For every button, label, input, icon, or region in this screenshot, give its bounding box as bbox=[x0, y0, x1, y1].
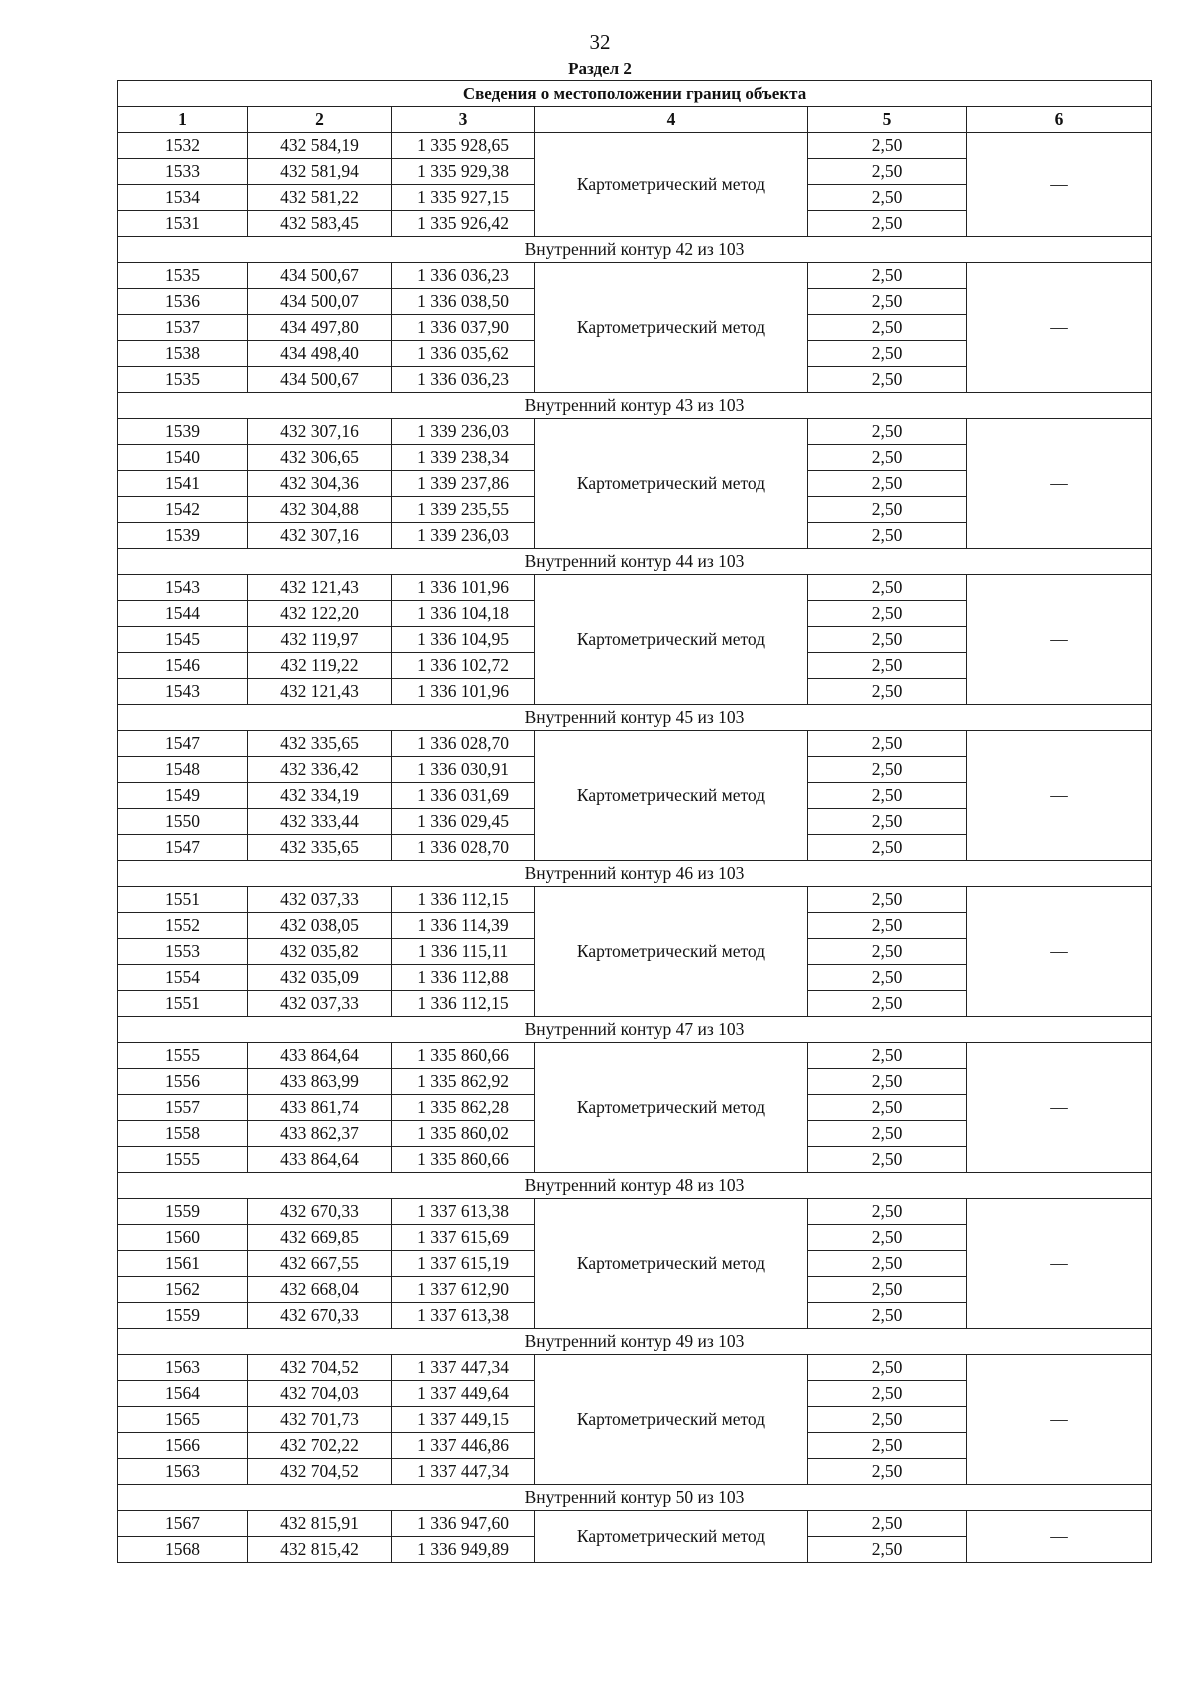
coordinate-x: 432 668,04 bbox=[248, 1277, 392, 1303]
method-cell: Картометрический метод bbox=[535, 1043, 808, 1173]
contour-row bbox=[118, 1173, 1152, 1199]
coordinate-y: 1 337 615,19 bbox=[392, 1251, 535, 1277]
coordinate-y: 1 337 449,64 bbox=[392, 1381, 535, 1407]
coordinate-x: 432 815,91 bbox=[248, 1511, 392, 1537]
accuracy-value: 2,50 bbox=[808, 1433, 967, 1459]
coordinate-x: 432 035,09 bbox=[248, 965, 392, 991]
point-number: 1553 bbox=[118, 939, 248, 965]
point-number: 1559 bbox=[118, 1199, 248, 1225]
coordinate-x: 432 584,19 bbox=[248, 133, 392, 159]
point-number: 1531 bbox=[118, 211, 248, 237]
coordinate-y: 1 336 101,96 bbox=[392, 679, 535, 705]
coordinate-x: 432 304,36 bbox=[248, 471, 392, 497]
accuracy-value: 2,50 bbox=[808, 263, 967, 289]
accuracy-value: 2,50 bbox=[808, 1199, 967, 1225]
point-number: 1557 bbox=[118, 1095, 248, 1121]
coordinate-x: 432 122,20 bbox=[248, 601, 392, 627]
accuracy-value: 2,50 bbox=[808, 1121, 967, 1147]
coordinate-y: 1 335 926,42 bbox=[392, 211, 535, 237]
point-number: 1541 bbox=[118, 471, 248, 497]
accuracy-value: 2,50 bbox=[808, 185, 967, 211]
coordinate-y: 1 339 237,86 bbox=[392, 471, 535, 497]
contour-label: Внутренний контур 48 из 103 bbox=[118, 1173, 1152, 1199]
method-cell: Картометрический метод bbox=[535, 1199, 808, 1329]
coordinate-y: 1 337 615,69 bbox=[392, 1225, 535, 1251]
coordinate-y: 1 335 860,66 bbox=[392, 1043, 535, 1069]
accuracy-value: 2,50 bbox=[808, 1069, 967, 1095]
coordinate-y: 1 336 037,90 bbox=[392, 315, 535, 341]
coordinate-x: 433 863,99 bbox=[248, 1069, 392, 1095]
accuracy-value: 2,50 bbox=[808, 133, 967, 159]
coordinate-x: 432 583,45 bbox=[248, 211, 392, 237]
section-title: Раздел 2 bbox=[568, 59, 632, 78]
point-number: 1558 bbox=[118, 1121, 248, 1147]
coordinate-x: 432 121,43 bbox=[248, 679, 392, 705]
accuracy-value: 2,50 bbox=[808, 913, 967, 939]
coordinate-x: 433 864,64 bbox=[248, 1043, 392, 1069]
coordinate-x: 432 037,33 bbox=[248, 991, 392, 1017]
point-number: 1546 bbox=[118, 653, 248, 679]
coordinate-x: 432 702,22 bbox=[248, 1433, 392, 1459]
coordinate-x: 432 581,22 bbox=[248, 185, 392, 211]
point-number: 1561 bbox=[118, 1251, 248, 1277]
point-number: 1537 bbox=[118, 315, 248, 341]
contour-label: Внутренний контур 47 из 103 bbox=[118, 1017, 1152, 1043]
column-6-cell: — bbox=[967, 575, 1152, 705]
accuracy-value: 2,50 bbox=[808, 601, 967, 627]
coordinate-x: 432 704,03 bbox=[248, 1381, 392, 1407]
coordinate-x: 432 121,43 bbox=[248, 575, 392, 601]
accuracy-value: 2,50 bbox=[808, 1511, 967, 1537]
coordinate-x: 432 306,65 bbox=[248, 445, 392, 471]
accuracy-value: 2,50 bbox=[808, 783, 967, 809]
point-number: 1564 bbox=[118, 1381, 248, 1407]
coordinate-x: 432 038,05 bbox=[248, 913, 392, 939]
accuracy-value: 2,50 bbox=[808, 497, 967, 523]
coordinate-x: 432 669,85 bbox=[248, 1225, 392, 1251]
table-row bbox=[118, 731, 1152, 757]
accuracy-value: 2,50 bbox=[808, 1277, 967, 1303]
point-number: 1535 bbox=[118, 263, 248, 289]
coordinate-y: 1 337 447,34 bbox=[392, 1459, 535, 1485]
contour-label: Внутренний контур 42 из 103 bbox=[118, 237, 1152, 263]
coordinate-x: 432 307,16 bbox=[248, 419, 392, 445]
point-number: 1551 bbox=[118, 991, 248, 1017]
accuracy-value: 2,50 bbox=[808, 939, 967, 965]
point-number: 1548 bbox=[118, 757, 248, 783]
column-6-cell: — bbox=[967, 731, 1152, 861]
coordinate-y: 1 336 949,89 bbox=[392, 1537, 535, 1563]
coordinate-y: 1 336 112,15 bbox=[392, 991, 535, 1017]
coordinate-x: 434 500,67 bbox=[248, 263, 392, 289]
coordinate-x: 432 701,73 bbox=[248, 1407, 392, 1433]
column-header-6: 6 bbox=[967, 107, 1152, 133]
accuracy-value: 2,50 bbox=[808, 1251, 967, 1277]
point-number: 1533 bbox=[118, 159, 248, 185]
table-row bbox=[118, 419, 1152, 445]
column-header-4: 4 bbox=[535, 107, 808, 133]
coordinate-y: 1 339 236,03 bbox=[392, 419, 535, 445]
point-number: 1547 bbox=[118, 835, 248, 861]
point-number: 1565 bbox=[118, 1407, 248, 1433]
method-cell: Картометрический метод bbox=[535, 419, 808, 549]
page-number: 32 bbox=[589, 30, 611, 54]
coordinate-y: 1 336 035,62 bbox=[392, 341, 535, 367]
coordinate-x: 432 704,52 bbox=[248, 1355, 392, 1381]
point-number: 1532 bbox=[118, 133, 248, 159]
point-number: 1566 bbox=[118, 1433, 248, 1459]
coordinate-y: 1 335 862,28 bbox=[392, 1095, 535, 1121]
coordinate-x: 432 119,22 bbox=[248, 653, 392, 679]
coordinate-x: 432 815,42 bbox=[248, 1537, 392, 1563]
accuracy-value: 2,50 bbox=[808, 1225, 967, 1251]
coordinate-y: 1 337 613,38 bbox=[392, 1199, 535, 1225]
coordinate-y: 1 336 112,15 bbox=[392, 887, 535, 913]
column-header-3: 3 bbox=[392, 107, 535, 133]
point-number: 1538 bbox=[118, 341, 248, 367]
contour-row bbox=[118, 861, 1152, 887]
point-number: 1554 bbox=[118, 965, 248, 991]
coordinate-x: 432 667,55 bbox=[248, 1251, 392, 1277]
point-number: 1550 bbox=[118, 809, 248, 835]
accuracy-value: 2,50 bbox=[808, 159, 967, 185]
coordinate-x: 432 037,33 bbox=[248, 887, 392, 913]
column-6-cell: — bbox=[967, 1043, 1152, 1173]
accuracy-value: 2,50 bbox=[808, 809, 967, 835]
point-number: 1540 bbox=[118, 445, 248, 471]
coordinate-x: 434 497,80 bbox=[248, 315, 392, 341]
column-6-cell: — bbox=[967, 133, 1152, 237]
point-number: 1555 bbox=[118, 1147, 248, 1173]
column-6-cell: — bbox=[967, 1511, 1152, 1563]
contour-row bbox=[118, 393, 1152, 419]
point-number: 1535 bbox=[118, 367, 248, 393]
coordinate-x: 434 500,67 bbox=[248, 367, 392, 393]
contour-row bbox=[118, 1017, 1152, 1043]
accuracy-value: 2,50 bbox=[808, 835, 967, 861]
coordinate-y: 1 339 238,34 bbox=[392, 445, 535, 471]
coordinate-x: 432 336,42 bbox=[248, 757, 392, 783]
coordinate-x: 434 498,40 bbox=[248, 341, 392, 367]
point-number: 1562 bbox=[118, 1277, 248, 1303]
point-number: 1551 bbox=[118, 887, 248, 913]
coordinate-x: 433 862,37 bbox=[248, 1121, 392, 1147]
accuracy-value: 2,50 bbox=[808, 1355, 967, 1381]
accuracy-value: 2,50 bbox=[808, 679, 967, 705]
coordinate-y: 1 336 029,45 bbox=[392, 809, 535, 835]
point-number: 1549 bbox=[118, 783, 248, 809]
table-row bbox=[118, 1355, 1152, 1381]
accuracy-value: 2,50 bbox=[808, 523, 967, 549]
coordinate-y: 1 335 860,66 bbox=[392, 1147, 535, 1173]
accuracy-value: 2,50 bbox=[808, 1147, 967, 1173]
coordinate-x: 433 861,74 bbox=[248, 1095, 392, 1121]
accuracy-value: 2,50 bbox=[808, 211, 967, 237]
accuracy-value: 2,50 bbox=[808, 367, 967, 393]
point-number: 1563 bbox=[118, 1355, 248, 1381]
method-cell: Картометрический метод bbox=[535, 263, 808, 393]
accuracy-value: 2,50 bbox=[808, 757, 967, 783]
accuracy-value: 2,50 bbox=[808, 887, 967, 913]
coordinate-y: 1 336 104,18 bbox=[392, 601, 535, 627]
point-number: 1545 bbox=[118, 627, 248, 653]
coordinate-x: 432 119,97 bbox=[248, 627, 392, 653]
accuracy-value: 2,50 bbox=[808, 731, 967, 757]
point-number: 1559 bbox=[118, 1303, 248, 1329]
table-row bbox=[118, 133, 1152, 159]
coordinate-y: 1 336 101,96 bbox=[392, 575, 535, 601]
coordinate-y: 1 337 447,34 bbox=[392, 1355, 535, 1381]
accuracy-value: 2,50 bbox=[808, 471, 967, 497]
table-row bbox=[118, 1199, 1152, 1225]
coordinate-x: 432 670,33 bbox=[248, 1303, 392, 1329]
coordinate-y: 1 335 928,65 bbox=[392, 133, 535, 159]
accuracy-value: 2,50 bbox=[808, 1303, 967, 1329]
point-number: 1539 bbox=[118, 419, 248, 445]
table-row bbox=[118, 1511, 1152, 1537]
method-cell: Картометрический метод bbox=[535, 133, 808, 237]
coordinate-y: 1 337 612,90 bbox=[392, 1277, 535, 1303]
coordinate-y: 1 335 860,02 bbox=[392, 1121, 535, 1147]
coordinate-y: 1 335 927,15 bbox=[392, 185, 535, 211]
coordinate-y: 1 336 947,60 bbox=[392, 1511, 535, 1537]
coordinate-y: 1 336 031,69 bbox=[392, 783, 535, 809]
table-caption: Сведения о местоположении границ объекта bbox=[118, 81, 1152, 107]
contour-label: Внутренний контур 45 из 103 bbox=[118, 705, 1152, 731]
point-number: 1543 bbox=[118, 575, 248, 601]
accuracy-value: 2,50 bbox=[808, 315, 967, 341]
accuracy-value: 2,50 bbox=[808, 1043, 967, 1069]
point-number: 1547 bbox=[118, 731, 248, 757]
table-row bbox=[118, 575, 1152, 601]
point-number: 1568 bbox=[118, 1537, 248, 1563]
boundary-table bbox=[117, 80, 1152, 1563]
accuracy-value: 2,50 bbox=[808, 445, 967, 471]
point-number: 1552 bbox=[118, 913, 248, 939]
method-cell: Картометрический метод bbox=[535, 887, 808, 1017]
accuracy-value: 2,50 bbox=[808, 1537, 967, 1563]
accuracy-value: 2,50 bbox=[808, 1381, 967, 1407]
coordinate-y: 1 336 104,95 bbox=[392, 627, 535, 653]
coordinate-y: 1 336 038,50 bbox=[392, 289, 535, 315]
contour-row bbox=[118, 1329, 1152, 1355]
accuracy-value: 2,50 bbox=[808, 289, 967, 315]
coordinate-x: 432 307,16 bbox=[248, 523, 392, 549]
method-cell: Картометрический метод bbox=[535, 1355, 808, 1485]
coordinate-y: 1 336 030,91 bbox=[392, 757, 535, 783]
coordinate-x: 432 035,82 bbox=[248, 939, 392, 965]
table-row bbox=[118, 887, 1152, 913]
coordinate-y: 1 336 036,23 bbox=[392, 263, 535, 289]
point-number: 1556 bbox=[118, 1069, 248, 1095]
coordinate-y: 1 336 112,88 bbox=[392, 965, 535, 991]
contour-row bbox=[118, 705, 1152, 731]
column-6-cell: — bbox=[967, 263, 1152, 393]
accuracy-value: 2,50 bbox=[808, 1095, 967, 1121]
accuracy-value: 2,50 bbox=[808, 653, 967, 679]
accuracy-value: 2,50 bbox=[808, 575, 967, 601]
table-row bbox=[118, 263, 1152, 289]
contour-label: Внутренний контур 49 из 103 bbox=[118, 1329, 1152, 1355]
coordinate-y: 1 336 036,23 bbox=[392, 367, 535, 393]
coordinate-x: 432 335,65 bbox=[248, 731, 392, 757]
method-cell: Картометрический метод bbox=[535, 1511, 808, 1563]
point-number: 1539 bbox=[118, 523, 248, 549]
coordinate-y: 1 335 929,38 bbox=[392, 159, 535, 185]
accuracy-value: 2,50 bbox=[808, 1407, 967, 1433]
column-6-cell: — bbox=[967, 1199, 1152, 1329]
accuracy-value: 2,50 bbox=[808, 627, 967, 653]
coordinate-x: 432 333,44 bbox=[248, 809, 392, 835]
table-row bbox=[118, 1043, 1152, 1069]
coordinate-y: 1 337 446,86 bbox=[392, 1433, 535, 1459]
coordinate-y: 1 339 236,03 bbox=[392, 523, 535, 549]
coordinate-x: 432 304,88 bbox=[248, 497, 392, 523]
table-body bbox=[118, 133, 1152, 1563]
accuracy-value: 2,50 bbox=[808, 965, 967, 991]
column-6-cell: — bbox=[967, 887, 1152, 1017]
contour-label: Внутренний контур 43 из 103 bbox=[118, 393, 1152, 419]
column-header-2: 2 bbox=[248, 107, 392, 133]
column-header-5: 5 bbox=[808, 107, 967, 133]
coordinate-x: 433 864,64 bbox=[248, 1147, 392, 1173]
contour-row bbox=[118, 549, 1152, 575]
contour-label: Внутренний контур 46 из 103 bbox=[118, 861, 1152, 887]
point-number: 1542 bbox=[118, 497, 248, 523]
point-number: 1534 bbox=[118, 185, 248, 211]
coordinate-y: 1 336 028,70 bbox=[392, 835, 535, 861]
method-cell: Картометрический метод bbox=[535, 731, 808, 861]
point-number: 1567 bbox=[118, 1511, 248, 1537]
coordinate-y: 1 337 613,38 bbox=[392, 1303, 535, 1329]
contour-row bbox=[118, 1485, 1152, 1511]
accuracy-value: 2,50 bbox=[808, 419, 967, 445]
coordinate-x: 432 581,94 bbox=[248, 159, 392, 185]
point-number: 1560 bbox=[118, 1225, 248, 1251]
point-number: 1555 bbox=[118, 1043, 248, 1069]
coordinate-y: 1 339 235,55 bbox=[392, 497, 535, 523]
point-number: 1536 bbox=[118, 289, 248, 315]
contour-label: Внутренний контур 44 из 103 bbox=[118, 549, 1152, 575]
coordinate-y: 1 335 862,92 bbox=[392, 1069, 535, 1095]
coordinate-y: 1 336 115,11 bbox=[392, 939, 535, 965]
coordinate-x: 432 670,33 bbox=[248, 1199, 392, 1225]
column-6-cell: — bbox=[967, 419, 1152, 549]
point-number: 1544 bbox=[118, 601, 248, 627]
contour-row bbox=[118, 237, 1152, 263]
accuracy-value: 2,50 bbox=[808, 1459, 967, 1485]
coordinate-y: 1 336 114,39 bbox=[392, 913, 535, 939]
coordinate-x: 432 335,65 bbox=[248, 835, 392, 861]
coordinate-x: 434 500,07 bbox=[248, 289, 392, 315]
coordinate-y: 1 336 028,70 bbox=[392, 731, 535, 757]
coordinate-y: 1 336 102,72 bbox=[392, 653, 535, 679]
point-number: 1563 bbox=[118, 1459, 248, 1485]
coordinate-y: 1 337 449,15 bbox=[392, 1407, 535, 1433]
contour-label: Внутренний контур 50 из 103 bbox=[118, 1485, 1152, 1511]
accuracy-value: 2,50 bbox=[808, 341, 967, 367]
method-cell: Картометрический метод bbox=[535, 575, 808, 705]
coordinate-x: 432 334,19 bbox=[248, 783, 392, 809]
coordinate-x: 432 704,52 bbox=[248, 1459, 392, 1485]
column-6-cell: — bbox=[967, 1355, 1152, 1485]
accuracy-value: 2,50 bbox=[808, 991, 967, 1017]
point-number: 1543 bbox=[118, 679, 248, 705]
column-header-1: 1 bbox=[118, 107, 248, 133]
